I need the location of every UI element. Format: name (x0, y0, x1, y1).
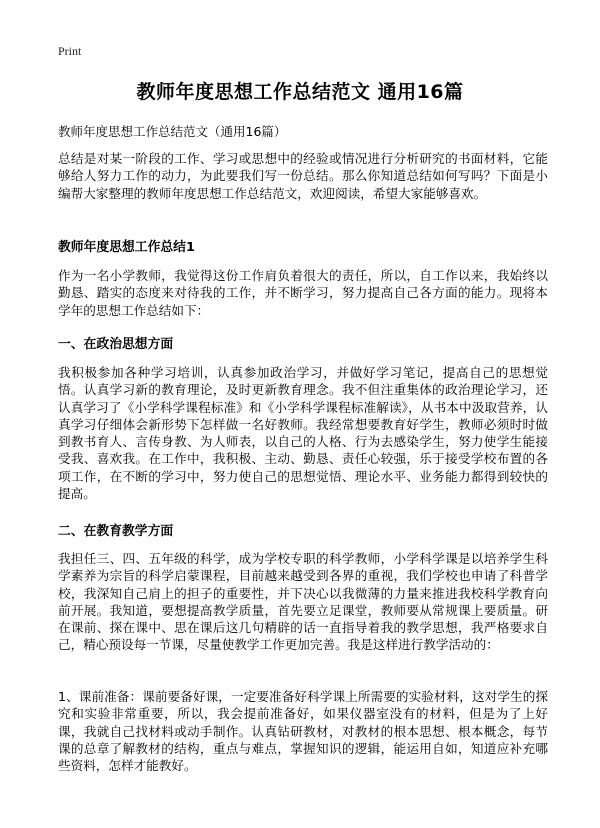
print-link[interactable]: Print (58, 44, 82, 58)
document-subtitle: 教师年度思想工作总结范文（通用16篇） (58, 124, 287, 139)
lesson-preparation-paragraph: 1、课前准备：课前要备好课，一定要准备好科学课上所需要的实验材料，这对学生的探究和实验非常重要，所以，我会提前准备好，如果仪器室没有的材料，但是为了上好课，我就自己找材料或动手制作。认真钻研教材，对教材的根本思想、根本概念，每节课的总章了解教材的结构，重点与难点，掌握知识的逻辑，能运用自如，知道应补充哪些资料，怎样才能教好。 (58, 689, 548, 774)
intro-paragraph: 总结是对某一阶段的工作、学习或思想中的经验或情况进行分析研究的书面材料，它能够给人努力工作的动力，为此要我们写一份总结。那么你知道总结如何写吗？下面是小编帮大家整理的教师年度思想工作总结范文，欢迎阅读，希望大家能够喜欢。 (58, 151, 548, 201)
heading-political-thought: 一、在政治思想方面 (58, 337, 174, 352)
political-thought-paragraph: 我积极参加各种学习培训，认真参加政治学习，并做好学习笔记，提高自己的思想觉悟。认真学习新的教育理论，及时更新教育理念。我不但注重集体的政治理论学习，还认真学习了《小学科学课程标准》和《小学科学课程标准解读》，从书本中汲取营养，认真学习仔细体会新形势下怎样做一名好教师。我经常想要教育好学生，教师必须时时做到教书育人、言传身教、为人师表，以自己的人格、行为去感染学生，努力使学生能接受我、喜欢我。在工作中，我积极、主动、勤恳、责任心较强，乐于接受学校布置的各项工作，在不断的学习中，努力使自己的思想觉悟、理论水平、业务能力都得到较快的提高。 (58, 365, 548, 502)
heading-teaching: 二、在教育教学方面 (58, 524, 174, 539)
teaching-paragraph: 我担任三、四、五年级的科学，成为学校专职的科学教师，小学科学课是以培养学生科学素养为宗旨的科学启蒙课程，目前越来越受到各界的重视，我们学校也申请了科普学校，我深知自己肩上的担子的重要性，并下决心以我微薄的力量来推进我校科学教育向前开展。我知道，要想提高教学质量，首先要立足课堂，教师要从常规课上要质量。研在课前、探在课中、思在课后这几句精辟的话一直指导着我的教学思想，我严格要求自己，精心预设每一节课，尽量使教学工作更加完善。我是这样进行教学活动的： (58, 551, 548, 653)
section-intro-paragraph: 作为一名小学教师，我觉得这份工作肩负着很大的责任，所以，自工作以来，我始终以勤恳、踏实的态度来对待我的工作，并不断学习，努力提高自己各方面的能力。现将本学年的思想工作总结如下： (58, 268, 548, 318)
section-title: 教师年度思想工作总结1 (58, 240, 195, 255)
page-title: 教师年度思想工作总结范文 通用16篇 (136, 81, 464, 103)
